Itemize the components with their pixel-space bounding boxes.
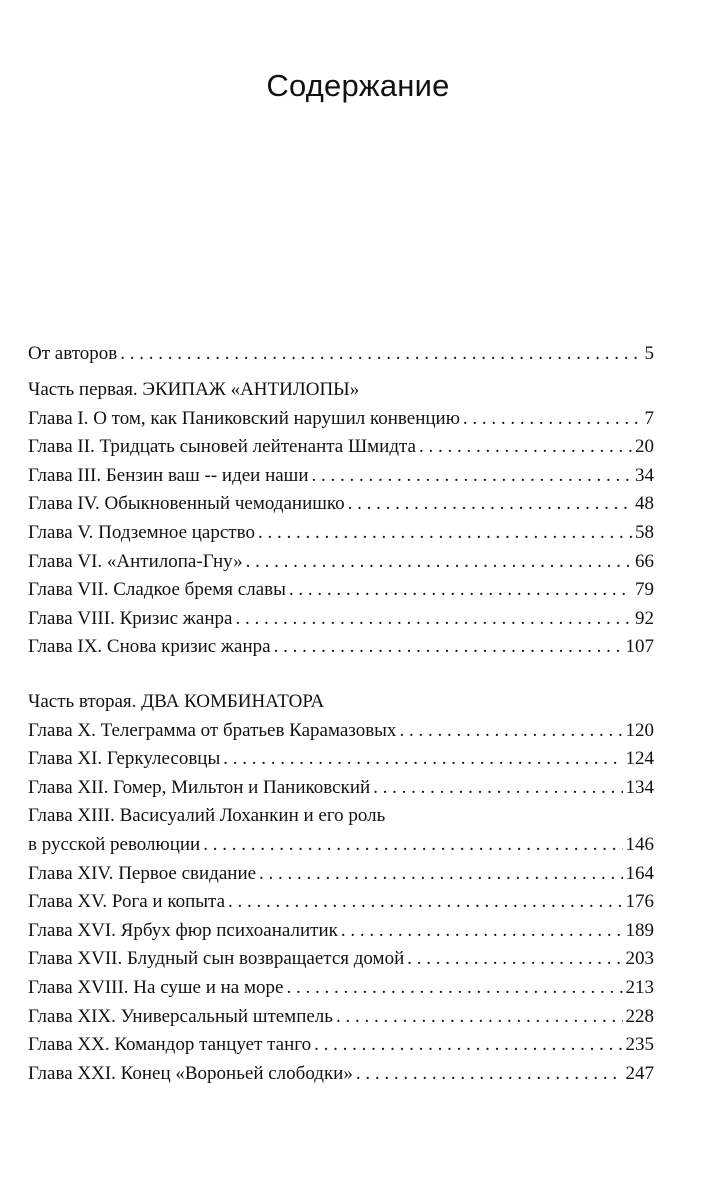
toc-entry (28, 860, 654, 889)
toc-entry (28, 974, 654, 1003)
entry-page: 107 (625, 636, 654, 658)
toc-entry (28, 576, 654, 605)
entry-page: 5 (644, 343, 654, 364)
dot-leader (311, 462, 632, 491)
entry-label: Глава XX. Командор танцует танго (28, 1034, 312, 1056)
entry-label: Глава II. Тридцать сыновей лейтенанта Шмидта (28, 436, 416, 458)
toc-entry (28, 462, 654, 491)
dot-leader (463, 405, 642, 434)
dot-leader (407, 945, 622, 974)
toc-entry (28, 548, 654, 577)
entry-page: 20 (635, 436, 654, 458)
entry-page: 176 (625, 891, 654, 913)
dot-leader (356, 1060, 623, 1089)
entry-page: 120 (625, 719, 654, 741)
entry-label: Глава XIX. Универсальный штемпель (28, 1005, 333, 1027)
dot-leader (203, 831, 622, 860)
part-heading: Часть вторая. ДВА КОМБИНАТОРА (28, 691, 325, 712)
entry-label: Глава XVII. Блудный сын возвращается домой (28, 948, 405, 970)
toc-entry (28, 945, 654, 974)
dot-leader (246, 548, 632, 577)
dot-leader (259, 860, 622, 889)
entry-page: 235 (625, 1034, 654, 1056)
toc-entry (28, 633, 654, 662)
entry-label-line2: в русской революции (28, 833, 201, 855)
entry-label: Глава IX. Снова кризис жанра (28, 636, 271, 658)
entry-page: 92 (635, 607, 654, 629)
entry-page: 124 (625, 748, 654, 770)
dot-leader (399, 717, 622, 746)
entry-page: 228 (625, 1005, 654, 1027)
toc-entry (28, 717, 654, 746)
dot-leader (348, 490, 632, 519)
entry-label: Глава VIII. Кризис жанра (28, 607, 233, 629)
toc-entry (28, 519, 654, 548)
dot-leader (373, 774, 622, 803)
part-heading: Часть первая. ЭКИПАЖ «АНТИЛОПЫ» (28, 379, 360, 400)
entry-label: Глава V. Подземное царство (28, 521, 255, 543)
toc-entry (28, 1060, 654, 1089)
chapter-list (28, 405, 654, 662)
dot-leader (228, 888, 622, 917)
entry-page: 58 (635, 521, 654, 543)
toc-entry (28, 605, 654, 634)
entry-label: Глава III. Бензин ваш -- идеи наши (28, 464, 309, 486)
toc-entry (28, 831, 654, 860)
entry-label: Глава XIV. Первое свидание (28, 862, 257, 884)
entry-page: 247 (625, 1062, 654, 1084)
entry-label: Глава XVIII. На суше и на море (28, 976, 284, 998)
dot-leader (336, 1003, 623, 1032)
entry-label: Глава XXI. Конец «Вороньей слободки» (28, 1062, 353, 1084)
dot-leader (341, 917, 623, 946)
page-title: Содержание (266, 68, 450, 103)
entry-page: 79 (635, 579, 654, 601)
dot-leader (120, 340, 641, 369)
toc-entry (28, 917, 654, 946)
toc-part2 (28, 688, 654, 1088)
entry-page: 146 (625, 833, 654, 855)
chapter-list (28, 717, 654, 1089)
toc-entry (28, 888, 654, 917)
entry-label: Глава X. Телеграмма от братьев Карамазовых (28, 719, 397, 741)
toc-entry (28, 1003, 654, 1032)
entry-label: Глава VI. «Антилопа-Гну» (28, 550, 243, 572)
dot-leader (258, 519, 632, 548)
toc-entry (28, 405, 654, 434)
entry-label-line1: Глава XIII. Васисуалий Лоханкин и его роль (28, 805, 386, 827)
entry-page: 164 (625, 862, 654, 884)
entry-label: От авторов (28, 343, 118, 364)
toc-entry (28, 490, 654, 519)
dot-leader (289, 576, 632, 605)
entry-label: Глава XI. Геркулесовцы (28, 748, 221, 770)
toc-part1 (28, 376, 654, 662)
dot-leader (286, 974, 622, 1003)
entry-page: 134 (625, 776, 654, 798)
toc-intro (28, 340, 654, 369)
entry-label: Глава XVI. Ярбух фюр психоаналитик (28, 919, 338, 941)
entry-page: 48 (635, 493, 654, 515)
entry-page: 203 (625, 948, 654, 970)
entry-page: 66 (635, 550, 654, 572)
entry-label: Глава I. О том, как Паниковский нарушил конвенцию (28, 407, 460, 429)
toc-entry (28, 1031, 654, 1060)
entry-label: Глава IV. Обыкновенный чемоданишко (28, 493, 345, 515)
dot-leader (235, 605, 632, 634)
entry-page: 189 (625, 919, 654, 941)
toc-entry (28, 433, 654, 462)
dot-leader (274, 633, 623, 662)
entry-label: Глава VII. Сладкое бремя славы (28, 579, 286, 601)
dot-leader (419, 433, 632, 462)
entry-label: Глава XV. Рога и копыта (28, 891, 226, 913)
toc-entry (28, 774, 654, 803)
entry-page: 34 (635, 464, 654, 486)
dot-leader (314, 1031, 622, 1060)
entry-label: Глава XII. Гомер, Мильтон и Паниковский (28, 776, 371, 798)
dot-leader (223, 745, 622, 774)
toc-entry (28, 745, 654, 774)
entry-page: 213 (625, 976, 654, 998)
entry-page: 7 (644, 407, 654, 429)
toc-entry (28, 340, 654, 369)
